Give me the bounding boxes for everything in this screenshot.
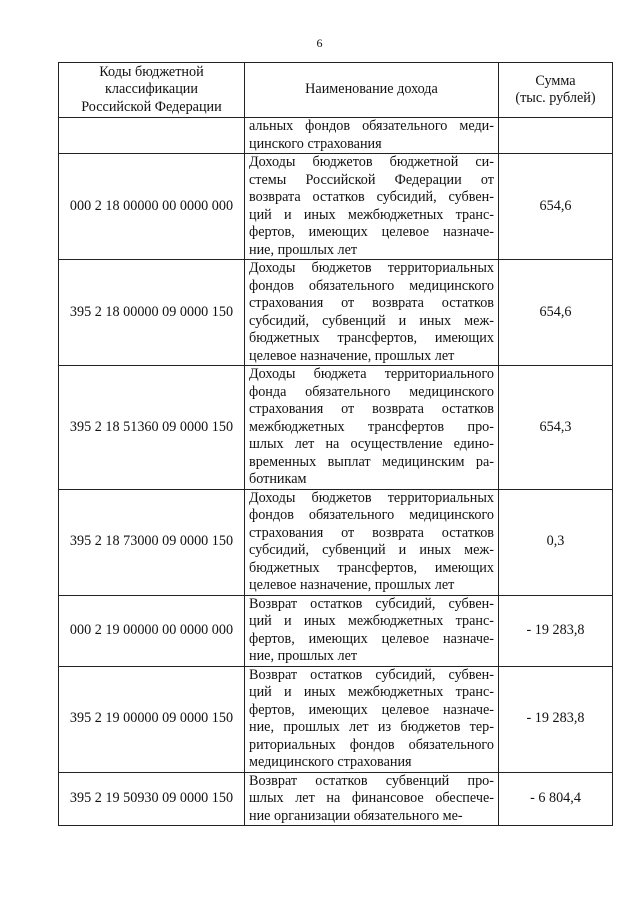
header-code xyxy=(59,63,245,118)
revenue-name-line: бюджетных трансфертов, имеющих xyxy=(249,330,494,346)
header-name: Наименование дохода xyxy=(245,63,499,118)
page-number: 6 xyxy=(316,36,323,50)
budget-code-cell: 395 2 18 73000 09 0000 150 xyxy=(59,489,245,595)
table-row xyxy=(59,666,613,772)
revenue-name-cell xyxy=(245,366,499,490)
header-code-line: Российской Федерации xyxy=(81,98,222,115)
revenue-name-line: фондов обязательного медицинского xyxy=(249,277,494,294)
amount-cell: 654,6 xyxy=(499,154,613,260)
header-amount-line: Сумма xyxy=(535,72,576,89)
amount-cell: - 6 804,4 xyxy=(499,772,613,826)
header-code-line: Коды бюджетной xyxy=(99,63,204,80)
revenue-name-line: страхования от возврата остатков xyxy=(249,295,494,311)
revenue-name-line: ние, прошлых лет xyxy=(249,648,358,664)
revenue-name-line: субсидий, субвенций и иных меж- xyxy=(249,542,494,558)
revenue-name-line: межбюджетных трансфертов про- xyxy=(249,418,494,435)
revenue-name-line: шлых лет на осуществление едино- xyxy=(249,436,494,452)
table-row xyxy=(59,772,613,826)
amount-cell: 654,6 xyxy=(499,260,613,366)
budget-code-cell: 395 2 18 00000 09 0000 150 xyxy=(59,260,245,366)
table-row xyxy=(59,154,613,260)
amount-cell: - 19 283,8 xyxy=(499,666,613,772)
budget-code-cell xyxy=(59,118,245,154)
revenue-name-line: ций и иных межбюджетных транс- xyxy=(249,613,494,629)
revenue-name-line: Возврат остатков субсидий, субвен- xyxy=(249,595,494,612)
revenue-name-line: субсидий, субвенций и иных меж- xyxy=(249,312,494,329)
revenue-name-line: Возврат остатков субвенций про- xyxy=(249,772,494,789)
header-amount-line: (тыс. рублей) xyxy=(515,90,596,106)
table-row xyxy=(59,489,613,595)
amount-cell xyxy=(499,118,613,154)
revenue-name-line: фондов обязательного медицинского xyxy=(249,507,494,523)
budget-code-cell: 000 2 18 00000 00 0000 000 xyxy=(59,154,245,260)
revenue-name-line: Возврат остатков субсидий, субвен- xyxy=(249,666,494,683)
revenue-name-line: страхования от возврата остатков xyxy=(249,401,494,417)
revenue-name-line: ботникам xyxy=(249,471,307,487)
revenue-name-line: ние, прошлых лет из бюджетов тер- xyxy=(249,719,494,735)
budget-code-cell: 000 2 19 00000 00 0000 000 xyxy=(59,595,245,666)
revenue-name-line: временных выплат медицинским ра- xyxy=(249,453,494,470)
revenue-name-line: страхования от возврата остатков xyxy=(249,524,494,541)
header-code-line: классификации xyxy=(105,81,198,98)
revenue-name-cell xyxy=(245,595,499,666)
revenue-name-cell xyxy=(245,772,499,826)
revenue-name-line: ций и иных межбюджетных транс- xyxy=(249,206,494,223)
revenue-name-cell xyxy=(245,666,499,772)
amount-cell: 0,3 xyxy=(499,489,613,595)
revenue-name-line: цинского страхования xyxy=(249,135,382,152)
revenue-name-line: бюджетных трансфертов, имеющих xyxy=(249,559,494,576)
revenue-name-line: ние организации обязательного ме- xyxy=(249,807,463,824)
budget-code-cell: 395 2 19 00000 09 0000 150 xyxy=(59,666,245,772)
revenue-name-line: целевое назначение, прошлых лет xyxy=(249,577,455,593)
table-header-row xyxy=(59,63,613,118)
table-row xyxy=(59,366,613,490)
revenue-name-line: возврата остатков субсидий, субвен- xyxy=(249,189,494,205)
budget-code-cell: 395 2 18 51360 09 0000 150 xyxy=(59,366,245,490)
revenue-name-cell xyxy=(245,154,499,260)
budget-code-cell: 395 2 19 50930 09 0000 150 xyxy=(59,772,245,826)
amount-cell: - 19 283,8 xyxy=(499,595,613,666)
revenue-name-line: шлых лет на финансовое обеспече- xyxy=(249,790,494,806)
revenue-name-line: риториальных фондов обязательного xyxy=(249,736,494,753)
revenue-name-line: Доходы бюджетов бюджетной си- xyxy=(249,154,494,170)
table-row xyxy=(59,118,613,154)
header-amount xyxy=(499,63,613,118)
revenue-name-line: ций и иных межбюджетных транс- xyxy=(249,684,494,700)
revenue-name-line: фертов, имеющих целевое назначе- xyxy=(249,630,494,647)
revenue-name-line: целевое назначение, прошлых лет xyxy=(249,347,455,364)
amount-cell: 654,3 xyxy=(499,366,613,490)
table-row xyxy=(59,595,613,666)
revenue-name-line: Доходы бюджетов территориальных xyxy=(249,260,494,276)
budget-revenue-table xyxy=(58,62,613,826)
revenue-name-line: медицинского страхования xyxy=(249,754,412,770)
revenue-name-line: Доходы бюджета территориального xyxy=(249,366,494,382)
revenue-name-line: ние, прошлых лет xyxy=(249,241,358,258)
revenue-name-line: стемы Российской Федерации от xyxy=(249,171,494,188)
revenue-name-line: фертов, имеющих целевое назначе- xyxy=(249,701,494,718)
revenue-name-cell xyxy=(245,260,499,366)
revenue-name-line: фонда обязательного медицинского xyxy=(249,383,494,400)
revenue-name-cell xyxy=(245,489,499,595)
table-row xyxy=(59,260,613,366)
revenue-name-cell xyxy=(245,118,499,154)
revenue-name-line: альных фондов обязательного меди- xyxy=(249,118,494,134)
revenue-name-line: фертов, имеющих целевое назначе- xyxy=(249,224,494,240)
revenue-name-line: Доходы бюджетов территориальных xyxy=(249,489,494,506)
